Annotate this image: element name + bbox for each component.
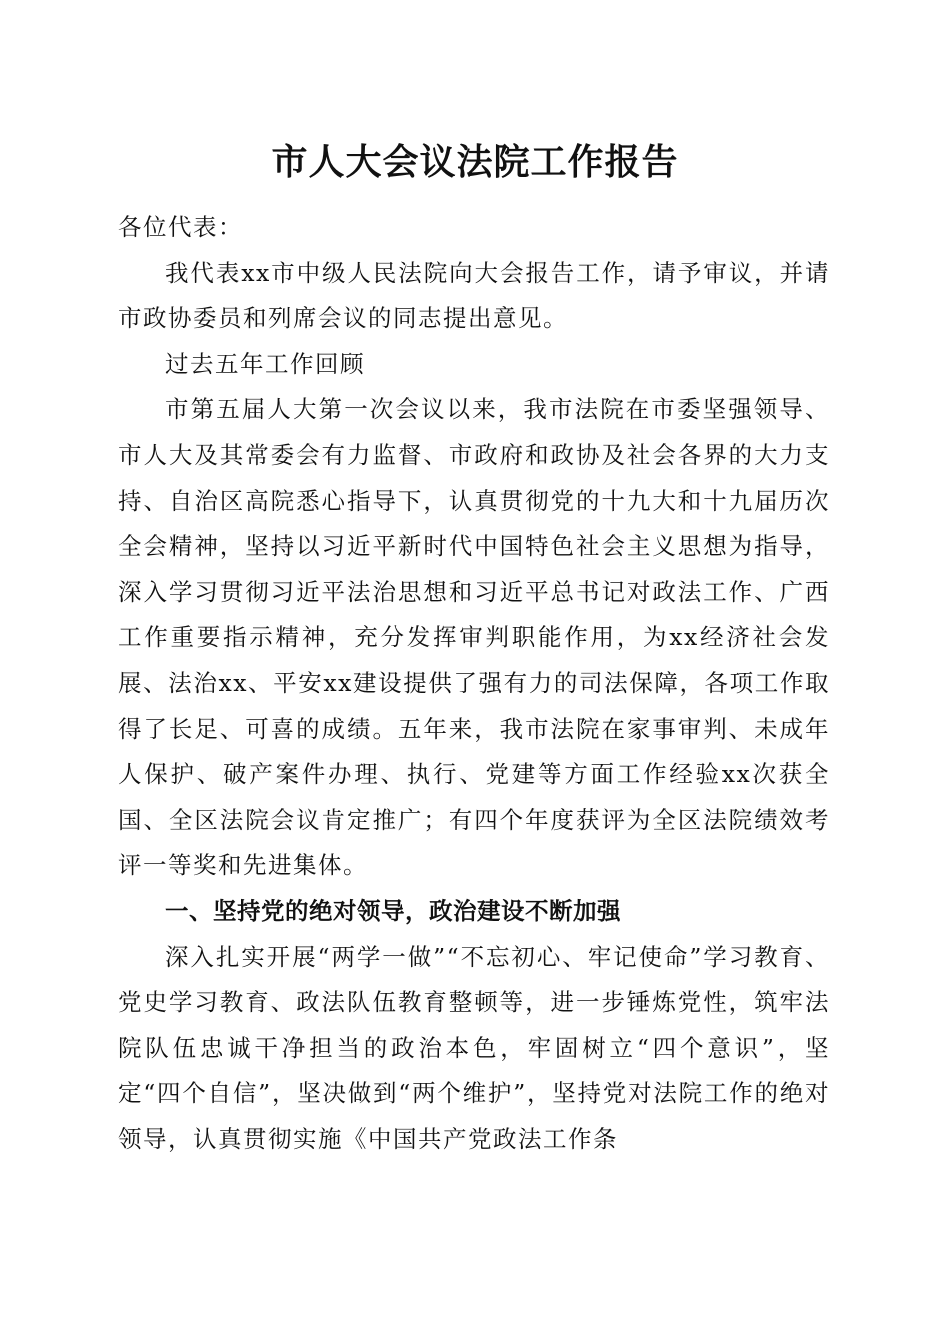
paragraph-section-body: 深入扎实开展“两学一做”“不忘初心、牢记使命”学习教育、党史学习教育、政法队伍教育整顿等，进一步锤炼党性，筑牢法院队伍忠诚干净担当的政治本色，牢固树立“四个意识”，坚定“四个自信”，坚决做到“两个维护”，坚持党对法院工作的绝对领导，认真贯彻实施《中国共产党政法工作条 [118, 942, 830, 1153]
paragraph-review-heading: 过去五年工作回顾 [165, 349, 365, 378]
document-body [118, 205, 830, 1162]
salutation: 各位代表： [118, 213, 243, 241]
paragraph-intro: 我代表xx市中级人民法院向大会报告工作，请予审议，并请市政协委员和列席会议的同志提出意见。 [118, 258, 830, 333]
section-heading: 一、坚持党的绝对领导，政治建设不断加强 [165, 896, 621, 925]
paragraph-review-body: 市第五届人大第一次会议以来，我市法院在市委坚强领导、市人大及其常委会有力监督、市政府和政协及社会各界的大力支持、自治区高院悉心指导下，认真贯彻党的十九大和十九届历次全会精神，坚持以习近平新时代中国特色社会主义思想为指导，深入学习贯彻习近平法治思想和习近平总书记对政法工作、广西工作重要指示精神，充分发挥审判职能作用，为xx经济社会发展、法治xx、平安xx建设提供了强有力的司法保障，各项工作取得了长足、可喜的成绩。五年来，我市法院在家事审判、未成年人保护、破产案件办理、执行、党建等方面工作经验xx次获全国、全区法院会议肯定推广；有四个年度获评为全区法院绩效考评一等奖和先进集体。 [118, 395, 830, 880]
document-title: 市人大会议法院工作报告 [271, 141, 679, 183]
